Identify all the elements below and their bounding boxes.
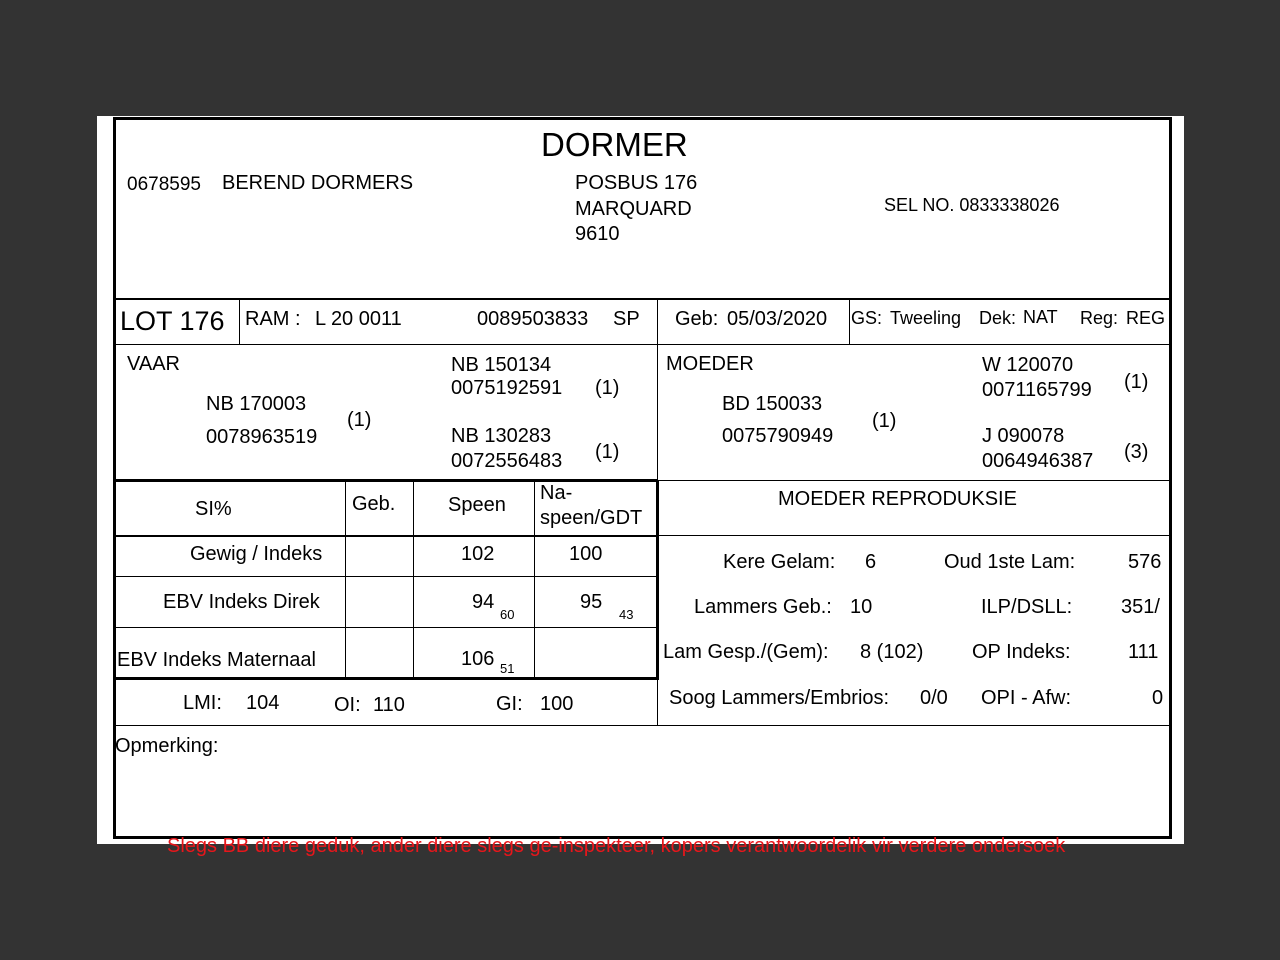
lmi-label: LMI:	[183, 692, 222, 714]
lambs-born-value: 10	[850, 596, 873, 618]
row-weight-label: Gewig / Indeks	[190, 543, 323, 565]
sire-dam-note: (1)	[595, 441, 620, 463]
dam-sire-note: (1)	[1124, 371, 1149, 393]
row-weight-naspeen: 100	[569, 543, 603, 565]
address-line-2: MARQUARD	[575, 198, 692, 220]
address-line-3: 9610	[575, 223, 620, 245]
frame-right	[1169, 117, 1172, 839]
dam-note: (1)	[872, 410, 897, 432]
divider-pedigree-bottom	[113, 479, 658, 482]
weaned-value: 8 (102)	[860, 641, 924, 663]
perf-col-1	[345, 482, 346, 678]
divider-lot-1	[239, 299, 240, 345]
weaned-label: Lam Gesp./(Gem):	[663, 641, 829, 663]
divider-lot-2	[657, 299, 658, 345]
dam-heading: MOEDER	[666, 353, 754, 375]
repro-heading: MOEDER REPRODUKSIE	[778, 488, 1017, 510]
sire-heading: VAAR	[127, 353, 180, 375]
perf-row-1	[113, 535, 659, 537]
dam-sire-id: W 120070	[982, 354, 1074, 376]
divider-lot-bottom	[113, 344, 1172, 345]
dam-dam-note: (3)	[1124, 441, 1149, 463]
perf-frame-bottom	[113, 677, 659, 680]
row-direct-speen-accuracy: 60	[500, 607, 515, 622]
dam-sire-reg: 0071165799	[982, 379, 1092, 401]
perf-row-3	[113, 627, 659, 628]
frame-top	[113, 117, 1172, 120]
times-lambed-value: 6	[865, 551, 877, 573]
opi-value: 0	[1152, 687, 1164, 709]
frame-left	[113, 117, 116, 839]
birth-date-label: Geb:	[675, 308, 719, 330]
cell-number: SEL NO. 0833338026	[884, 195, 1060, 215]
owner-code: 0678595	[127, 174, 201, 195]
ilp-label: ILP/DSLL:	[981, 596, 1073, 618]
divider-lot-top	[113, 298, 1172, 300]
dam-dam-id: J 090078	[982, 425, 1065, 447]
mating-value: NAT	[1023, 307, 1058, 327]
col-si: SI%	[195, 498, 232, 520]
ram-label: RAM :	[245, 308, 301, 330]
opi-label: OPI - Afw:	[981, 687, 1072, 709]
registration-suffix: SP	[613, 308, 640, 330]
sire-reg: 0078963519	[206, 426, 318, 448]
suckled-value: 0/0	[920, 687, 948, 709]
suckled-label: Soog Lammers/Embrios:	[669, 687, 890, 709]
row-maternal-label: EBV Indeks Maternaal	[117, 649, 316, 671]
row-direct-naspeen: 95	[580, 591, 603, 613]
sire-id: NB 170003	[206, 393, 307, 415]
col-speen: Speen	[448, 494, 506, 516]
register-value: REG	[1126, 308, 1166, 328]
sire-sire-reg: 0075192591	[451, 377, 563, 399]
dam-reg: 0075790949	[722, 425, 834, 447]
perf-row-2	[113, 576, 659, 577]
op-index-label: OP Indeks:	[972, 641, 1071, 663]
breed-title: DORMER	[541, 126, 688, 163]
ilp-value: 351/	[1121, 596, 1160, 618]
divider-lot-3	[849, 299, 850, 345]
perf-col-2	[413, 482, 414, 678]
repro-divider-left	[657, 680, 658, 726]
col-naspeen-1: Na-	[540, 482, 573, 504]
address-line-1: POSBUS 176	[575, 172, 698, 194]
footer-note: Slegs BB diere geduk, ander diere slegs ge-inspekteer, kopers verantwoordelik vir verdere ondersoek	[167, 835, 1066, 857]
lot-number: LOT 176	[120, 306, 225, 336]
row-maternal-speen: 106	[461, 648, 495, 670]
registration-number: 0089503833	[477, 308, 589, 330]
owner-name: BEREND DORMERS	[222, 172, 414, 194]
oi-label: OI:	[334, 694, 361, 716]
age-first-lamb-value: 576	[1128, 551, 1162, 573]
col-naspeen-2: speen/GDT	[540, 507, 643, 529]
age-first-lamb-label: Oud 1ste Lam:	[944, 551, 1076, 573]
sire-sire-note: (1)	[595, 377, 620, 399]
catalogue-card	[97, 116, 1184, 857]
oi-value: 110	[373, 694, 405, 716]
birth-date: 05/03/2020	[727, 308, 828, 330]
divider-index-bottom	[113, 725, 1172, 726]
divider-pedigree-bottom-right	[658, 480, 1172, 481]
repro-heading-underline	[659, 535, 1172, 536]
row-direct-naspeen-accuracy: 43	[619, 607, 634, 622]
divider-pedigree-mid	[657, 345, 658, 480]
op-index-value: 111	[1128, 641, 1159, 663]
sire-dam-reg: 0072556483	[451, 450, 563, 472]
row-maternal-speen-accuracy: 51	[500, 661, 515, 676]
mating-label: Dek:	[979, 308, 1017, 328]
gi-value: 100	[540, 693, 574, 715]
row-direct-label: EBV Indeks Direk	[163, 591, 320, 613]
col-geb: Geb.	[352, 493, 396, 515]
row-weight-speen: 102	[461, 543, 495, 565]
sire-dam-id: NB 130283	[451, 425, 552, 447]
gi-label: GI:	[496, 693, 523, 715]
row-direct-speen: 94	[472, 591, 495, 613]
birth-status-label: GS:	[851, 308, 883, 328]
perf-col-3	[534, 482, 535, 678]
birth-status: Tweeling	[890, 308, 962, 328]
sire-sire-id: NB 150134	[451, 354, 552, 376]
times-lambed-label: Kere Gelam:	[723, 551, 836, 573]
remarks-label: Opmerking:	[115, 735, 219, 757]
dam-dam-reg: 0064946387	[982, 450, 1094, 472]
dam-id: BD 150033	[722, 393, 823, 415]
sire-note: (1)	[347, 409, 372, 431]
perf-frame-right	[656, 481, 659, 680]
ram-id: L 20 0011	[315, 308, 402, 330]
lambs-born-label: Lammers Geb.:	[694, 596, 832, 618]
register-label: Reg:	[1080, 308, 1119, 328]
lmi-value: 104	[246, 692, 280, 714]
